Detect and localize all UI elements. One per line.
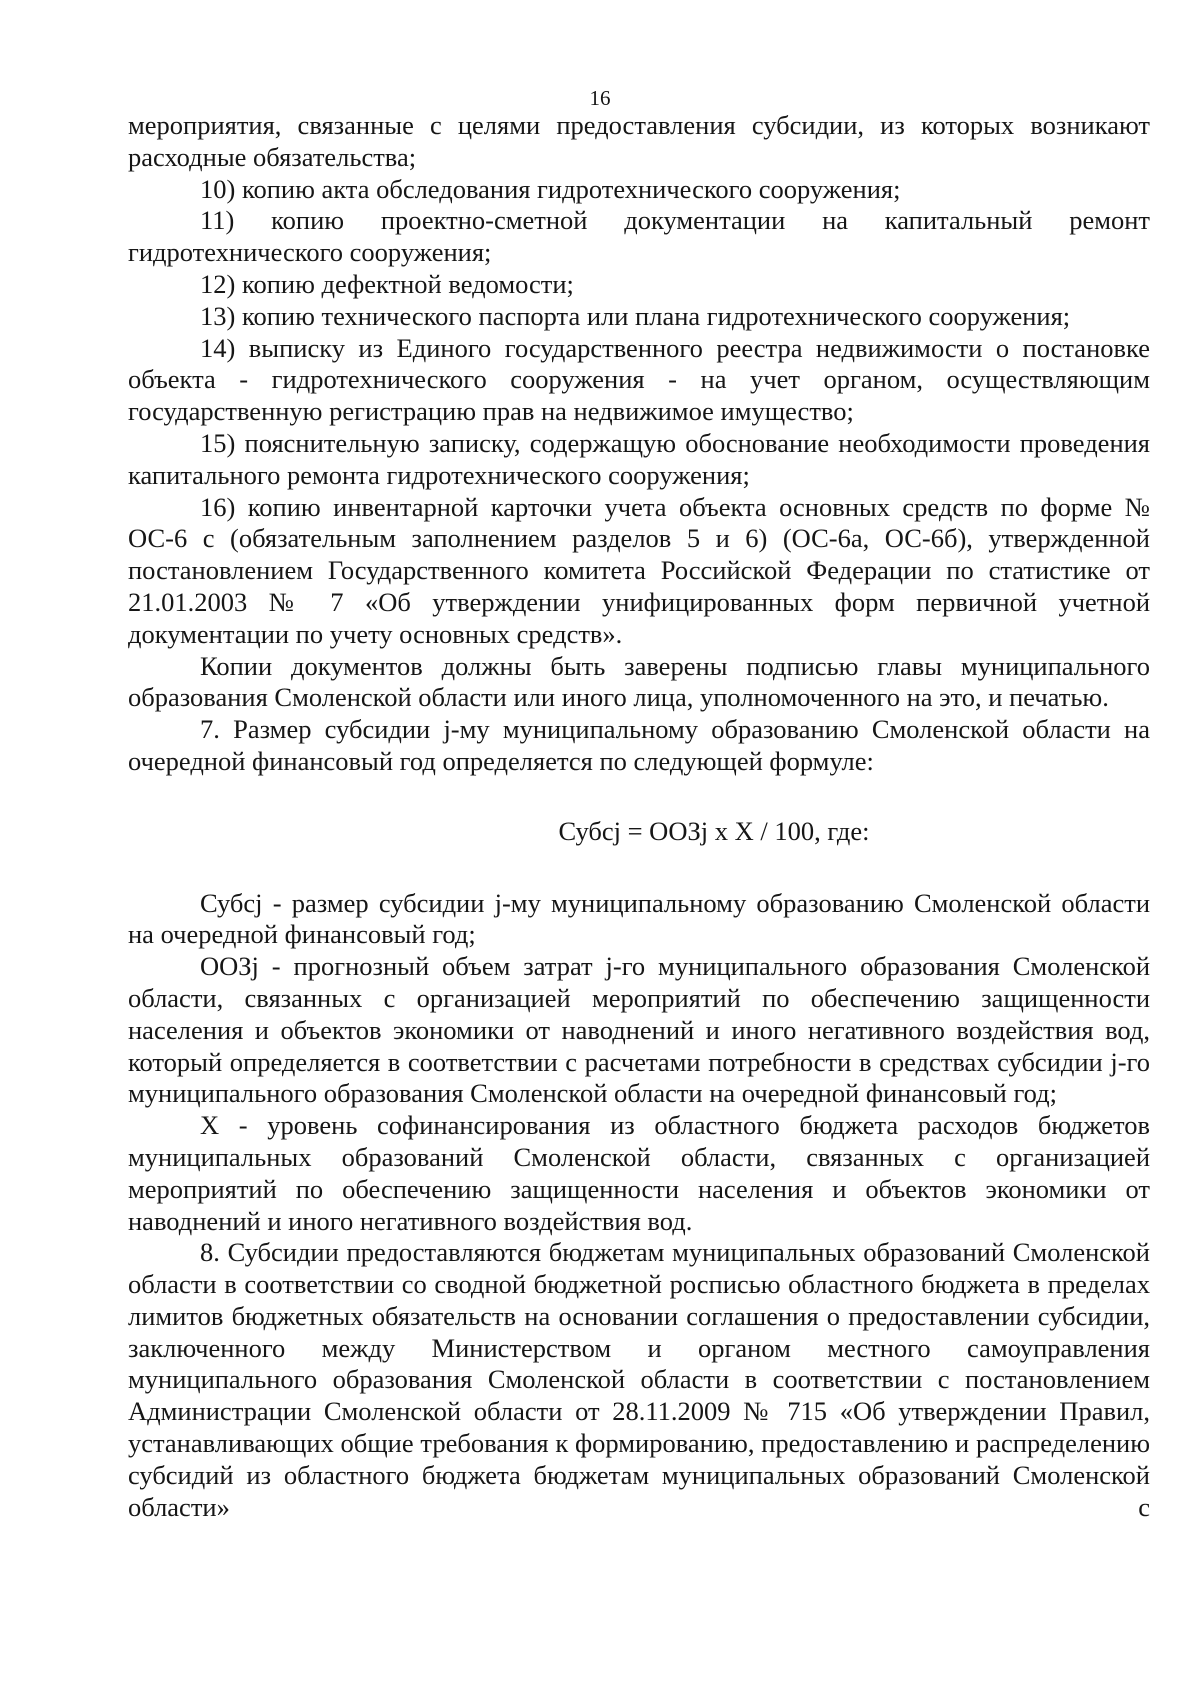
- list-item-14: 14) выписку из Единого государственного реестра недвижимости о постановке объекта - гидротехнического сооружения - на учет органом, осуществляющим государственную регистрацию прав на недвижимое имущество;: [128, 332, 1150, 427]
- definition-x: X - уровень софинансирования из областного бюджета расходов бюджетов муниципальных образований Смоленской области, связанных с организацией мероприятий по обеспечению защищенности населения и объектов экономики от наводнений и иного негативного воздействия вод.: [128, 1110, 1150, 1236]
- definition-oozj: ООЗj - прогнозный объем затрат j-го муниципального образования Смоленской области, связанных с организацией мероприятий по обеспечению защищенности населения и объектов экономики от наводнений и иного негативного воздействия вод, который определяется в соответствии с расчетами потребности в средствах субсидии j-го муниципального образования Смоленской области на очередной финансовый год;: [128, 951, 1150, 1109]
- paragraph-continuation: мероприятия, связанные с целями предоставления субсидии, из которых возникают расходные обязательства;: [128, 110, 1150, 172]
- list-item-13: 13) копию технического паспорта или плана гидротехнического сооружения;: [200, 300, 1071, 331]
- paragraph-section-8: 8. Субсидии предоставляются бюджетам муниципальных образований Смоленской области в соответствии со сводной бюджетной росписью областного бюджета в пределах лимитов бюджетных обязательств на основании соглашения о предоставлении субсидии, заключенного между Министерством и органом местного самоуправления муниципального образования Смоленской области в соответствии с постановлением Администрации Смоленской области от 28.11.2009 № 715 «Об утверждении Правил, устанавливающих общие требования к формированию, предоставлению и распределению субсидий из областного бюджета бюджетам муниципальных образований Смоленской области» с: [128, 1237, 1150, 1522]
- list-item-12: 12) копию дефектной ведомости;: [200, 268, 574, 299]
- paragraph-copies: Копии документов должны быть заверены подписью главы муниципального образования Смоленской области или иного лица, уполномоченного на это, и печатью.: [128, 650, 1150, 713]
- document-body: [128, 110, 1150, 1523]
- list-item-15: 15) пояснительную записку, содержащую обоснование необходимости проведения капитального ремонта гидротехнического сооружения;: [128, 427, 1150, 490]
- page-number: 16: [589, 86, 611, 110]
- definition-subsj: Субсj - размер субсидии j-му муниципальному образованию Смоленской области на очередной финансовый год;: [128, 887, 1150, 950]
- list-item-16: 16) копию инвентарной карточки учета объекта основных средств по форме № ОС-6 с (обязательным заполнением разделов 5 и 6) (ОС-6а, ОС-6б), утвержденной постановлением Государственного комитета Российской Федерации по статистике от 21.01.2003 № 7 «Об утверждении унифицированных форм первичной учетной документации по учету основных средств».: [128, 491, 1150, 649]
- list-item-10: 10) копию акта обследования гидротехнического сооружения;: [200, 173, 901, 204]
- subsidy-formula: Субсj = ООЗj x X / 100, где:: [558, 815, 870, 846]
- paragraph-section-7: 7. Размер субсидии j-му муниципальному образованию Смоленской области на очередной финансовый год определяется по следующей формуле:: [128, 714, 1150, 776]
- list-item-11: 11) копию проектно-сметной документации на капитальный ремонт гидротехнического сооружения;: [128, 205, 1150, 268]
